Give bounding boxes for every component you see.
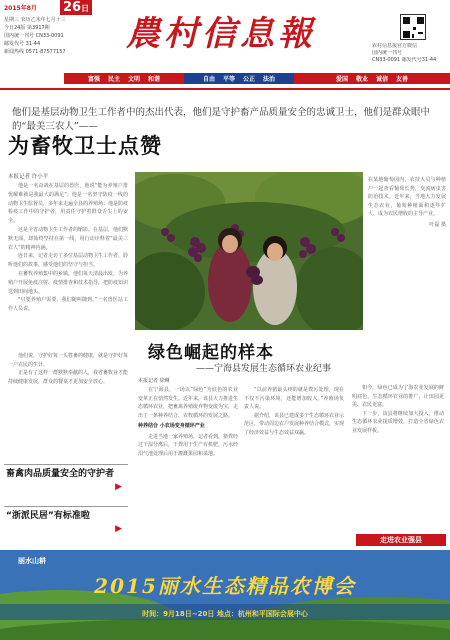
qr-caption: 农村信息报官方微信 国内统一刊号 CN33-0091 邮发代号31-44	[372, 43, 437, 63]
photo-caption	[368, 176, 446, 230]
expo-banner-ad[interactable]	[0, 550, 450, 640]
banner-logo: 丽水山耕	[18, 557, 46, 565]
arrow-right-icon: ▶	[115, 524, 122, 534]
issue-info-line: 新闻热线 0571-87577157	[4, 49, 66, 55]
paragraph: 如今，绿色已成为宁海农业发展的鲜明底色。生态循环农业的推广，让田园更美、农民更富。	[352, 385, 444, 408]
slogan-group-b: 自由 平等 公正 法治	[184, 73, 294, 84]
arrow-right-icon: ▶	[115, 482, 122, 492]
second-col-2	[244, 386, 344, 437]
banner-info: 时间：9月18日~20日 地点：杭州和平国际会展中心	[142, 610, 308, 618]
paragraph: 走进当地一家养殖场，记者看到，猪粪经过干湿分离后，干粪用于生产有机肥，污水经沼气池处理后用于灌溉果园和菜地。	[138, 433, 239, 457]
lead-body	[8, 182, 128, 314]
masthead	[0, 0, 450, 72]
lead-body-continued	[8, 352, 128, 386]
newspaper-logo: 農村信息報	[126, 14, 316, 54]
teaser-meat-safety[interactable]	[4, 464, 128, 496]
column-tag[interactable]: 走进农业强县	[356, 534, 446, 546]
paragraph: 下一步，该县将继续加大投入，推动生态循环农业提质增效，打造全省绿色农业发展样板。	[352, 410, 444, 434]
qr-code-icon[interactable]	[400, 14, 426, 40]
paragraph: “以前养猪最头疼的就是粪污处理，现在不仅不污染环境，还能增加收入。”养殖场负责人说。	[244, 387, 344, 410]
section-subhead: 种养结合 小农场变身循环产业	[138, 423, 205, 429]
issue-info-line: 星期三 农历乙未年七月十三	[4, 17, 66, 23]
photo-credit: 叶磊 摄	[429, 221, 446, 228]
issue-day: 26日	[60, 0, 92, 15]
paragraph: 他们说，守护好每一头牲畜的健康，就是守护好每一户农民的生计。	[8, 353, 129, 368]
vineyard-photo-image	[135, 172, 363, 330]
paragraph: “只要养殖户需要，我们随叫随到。”一名兽医站工作人员说。	[8, 297, 128, 313]
issue-info-line: 国内统一刊号 CN33-0091	[4, 33, 64, 39]
lead-photo[interactable]	[135, 172, 363, 330]
lead-kicker: 他们是基层动物卫生工作者中的杰出代表，他们是守护畜产品质量安全的忠诚卫士，他们是群众眼中的“最美三农人”——	[12, 107, 431, 132]
lead-headline[interactable]: 为畜牧卫士点赞	[8, 134, 162, 158]
second-byline: 本报记者 徐琳	[138, 378, 170, 384]
paragraph: 连日来，记者走访了多位基层动物卫生工作者，聆听他们的故事，感受他们的坚守与担当。	[8, 253, 129, 269]
second-col-1	[138, 386, 238, 458]
photo-caption-text: 在某地葡萄园内，农技人员与种植户一起查看葡萄长势，交流病虫害防治技术。近年来，当地大力发展生态农业，葡萄种植面积逐年扩大，成为农民增收的主导产业。	[368, 177, 446, 218]
slogan-group-c: 爱国 敬业 诚信 友善	[294, 73, 450, 84]
issue-date: 2015年8月	[4, 5, 37, 12]
second-headline[interactable]: 绿色崛起的样本	[148, 343, 274, 363]
second-col-3	[352, 384, 444, 435]
second-kicker: ——宁海县发展生态循环农业纪事	[196, 364, 332, 374]
lead-byline: 本报记者 许小平	[8, 174, 49, 180]
slogan-group-a: 富强 民主 文明 和谐	[64, 73, 184, 84]
paragraph: 据介绍，该县已建成多个生态循环农业示范区，带动周边农户发展种养结合模式，实现了经济效益与生态效益双赢。	[244, 412, 345, 436]
core-values-bar	[64, 73, 450, 84]
issue-info-line: 邮发代号 31-44	[4, 41, 41, 47]
issue-info-line: 今日24版 第3917期	[4, 25, 50, 31]
paragraph: 这是全省动物卫生工作者的缩影。在基层，他们默默无闻，却始终坚持在第一线，用行动诠释着“最美三农人”的精神内涵。	[8, 226, 129, 251]
paragraph: 在宁海县，一场以“绿色”为底色的农业变革正在悄然发生。近年来，该县大力推进生态循环农业，把畜禽养殖废弃物变废为宝，走出了一条种养结合、农牧循环的发展之路。	[138, 387, 239, 419]
paragraph: 在畜牧养殖集中的乡镇，他们每天清晨出发，为养殖户开展免疫注射、疫情排查和技术指导，把防疫知识送到田间地头。	[8, 270, 129, 295]
banner-title: 2015丽水生态精品农博会	[94, 574, 356, 598]
paragraph: 正是有了这样一群默默奉献的人，我省畜牧业才能持续健康发展，群众的餐桌才更加安全放心。	[8, 370, 129, 385]
teaser-title: “浙派民居”有标准啦	[6, 511, 90, 521]
issue-info	[4, 16, 104, 56]
masthead-divider	[0, 88, 450, 90]
teaser-title: 畜禽肉品质量安全的守护者	[6, 469, 115, 479]
teaser-zhejiang-housing[interactable]	[4, 506, 128, 538]
paragraph: 他是一名奋战在基层的兽医，他说“能为养殖户排忧解难就是我最大的满足”；他是一名坚守防疫一线的动物卫生监督员，多年来走遍全县的养殖场；他是防疫检疫工作中的守护者，用责任守护着群众舌尖上的安全。	[8, 183, 129, 225]
